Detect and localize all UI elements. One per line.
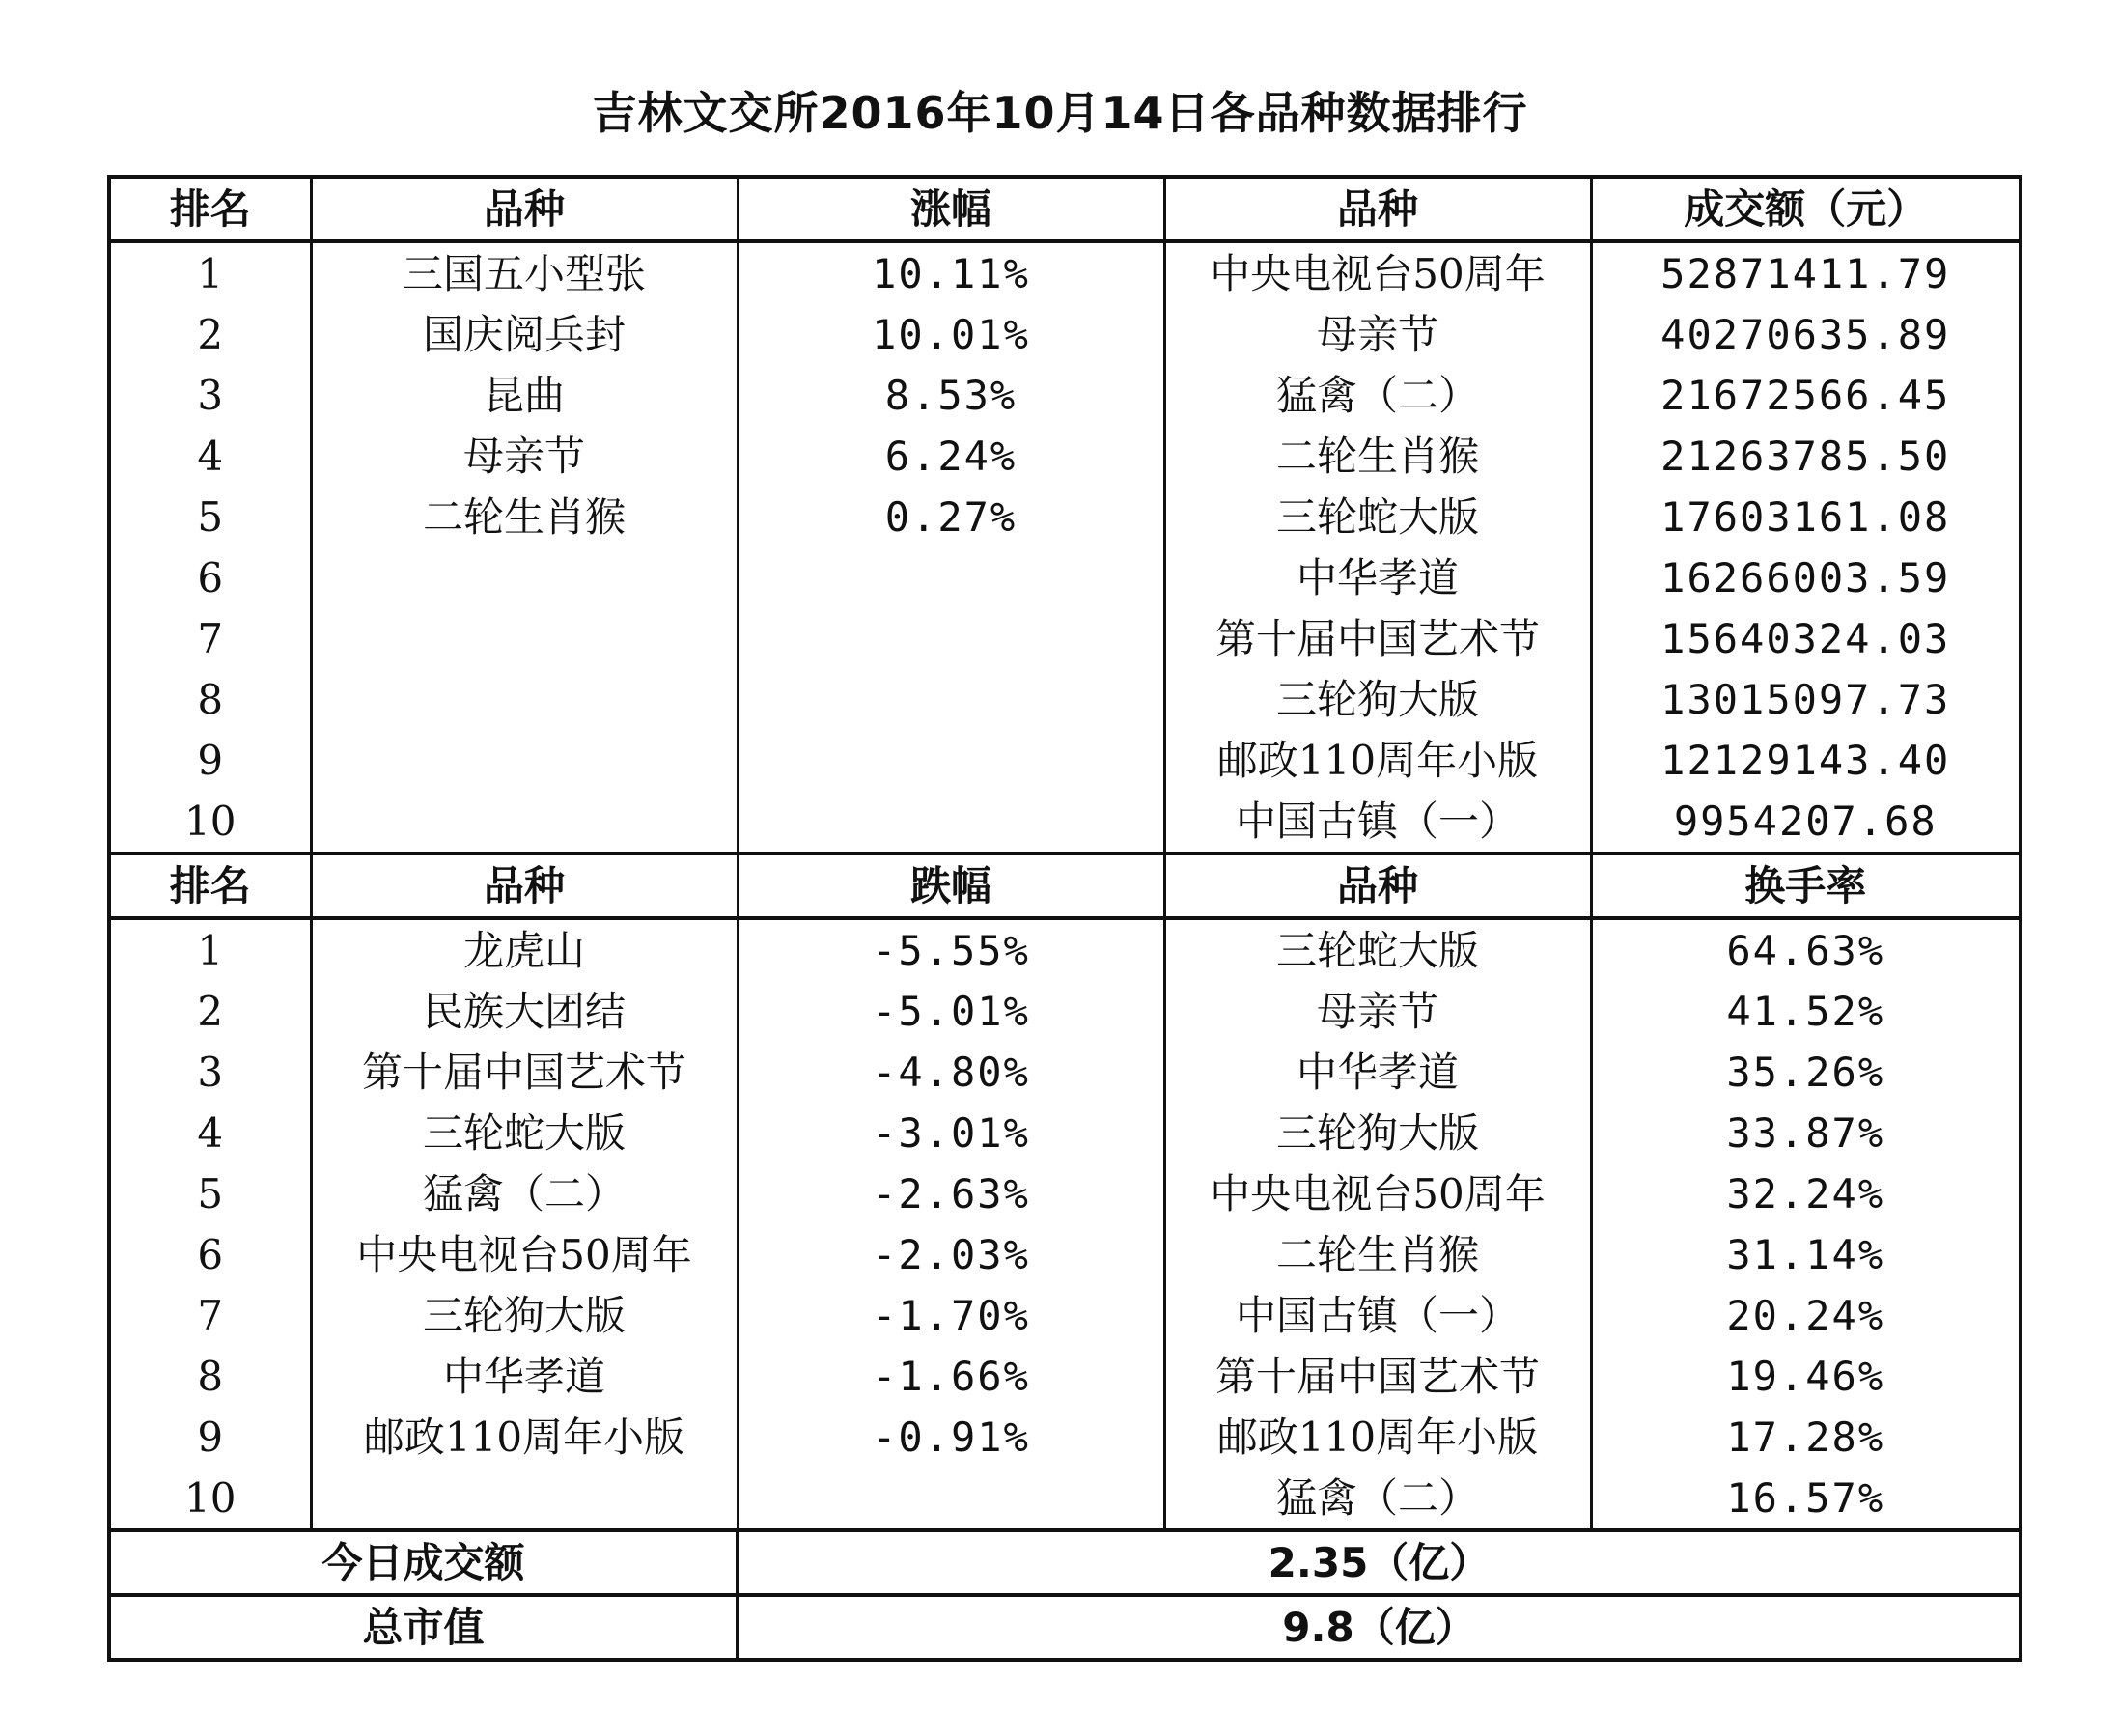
turnover-item-name: 中央电视台50周年 xyxy=(1164,1163,1591,1224)
turnover-rate: 32.24% xyxy=(1591,1163,2021,1224)
loss-item-name: 中华孝道 xyxy=(311,1346,738,1407)
loss-item-name: 第十届中国艺术节 xyxy=(311,1042,738,1103)
table-row xyxy=(109,1346,2021,1407)
rank-cell: 10 xyxy=(109,791,311,854)
rank-cell: 6 xyxy=(109,1224,311,1285)
volume-amount: 16266003.59 xyxy=(1591,547,2021,608)
summary-row-market-cap xyxy=(109,1595,2021,1660)
loss-percent: -1.70% xyxy=(738,1285,1164,1346)
volume-item-name: 中华孝道 xyxy=(1164,547,1591,608)
loss-percent: -3.01% xyxy=(738,1103,1164,1163)
rank-cell: 7 xyxy=(109,1285,311,1346)
page-title: 吉林文交所2016年10月14日各品种数据排行 xyxy=(592,87,1528,139)
volume-amount: 21672566.45 xyxy=(1591,365,2021,426)
volume-item-name: 二轮生肖猴 xyxy=(1164,426,1591,487)
loss-percent: -5.01% xyxy=(738,981,1164,1042)
gain-percent: 6.24% xyxy=(738,426,1164,487)
turnover-rate: 19.46% xyxy=(1591,1346,2021,1407)
rank-cell: 3 xyxy=(109,1042,311,1103)
gain-percent: 8.53% xyxy=(738,365,1164,426)
gain-item-name: 二轮生肖猴 xyxy=(311,487,738,547)
table-row xyxy=(109,241,2021,304)
rank-cell: 2 xyxy=(109,981,311,1042)
loss-item-name xyxy=(311,1468,738,1530)
turnover-rate: 35.26% xyxy=(1591,1042,2021,1103)
gain-percent xyxy=(738,669,1164,730)
rank-cell: 7 xyxy=(109,608,311,669)
turnover-rate: 20.24% xyxy=(1591,1285,2021,1346)
top-rank-header: 排名 xyxy=(109,177,311,241)
gain-percent: 10.11% xyxy=(738,241,1164,304)
loss-percent: -1.66% xyxy=(738,1346,1164,1407)
table-row xyxy=(109,1042,2021,1103)
rank-cell: 8 xyxy=(109,1346,311,1407)
loss-item-name: 猛禽（二） xyxy=(311,1163,738,1224)
table-row xyxy=(109,547,2021,608)
rank-cell: 8 xyxy=(109,669,311,730)
today-volume-label: 今日成交额 xyxy=(109,1530,738,1595)
volume-item-name: 三轮狗大版 xyxy=(1164,669,1591,730)
gain-item-name xyxy=(311,608,738,669)
top-name2-header: 品种 xyxy=(1164,177,1591,241)
top-metric2-header: 成交额（元） xyxy=(1591,177,2021,241)
loss-item-name: 邮政110周年小版 xyxy=(311,1407,738,1468)
loss-item-name: 中央电视台50周年 xyxy=(311,1224,738,1285)
volume-amount: 13015097.73 xyxy=(1591,669,2021,730)
bottom-header-row xyxy=(109,854,2021,918)
table-row xyxy=(109,1103,2021,1163)
rank-cell: 9 xyxy=(109,730,311,791)
gain-percent: 10.01% xyxy=(738,304,1164,365)
turnover-rate: 17.28% xyxy=(1591,1407,2021,1468)
gain-percent xyxy=(738,730,1164,791)
loss-percent: -0.91% xyxy=(738,1407,1164,1468)
gain-percent: 0.27% xyxy=(738,487,1164,547)
top-name-header: 品种 xyxy=(311,177,738,241)
loss-item-name: 三轮狗大版 xyxy=(311,1285,738,1346)
volume-amount: 21263785.50 xyxy=(1591,426,2021,487)
rank-cell: 5 xyxy=(109,1163,311,1224)
top-header-row xyxy=(109,177,2021,241)
loss-percent: -2.63% xyxy=(738,1163,1164,1224)
table-row xyxy=(109,1407,2021,1468)
rank-cell: 4 xyxy=(109,1103,311,1163)
top-metric-header: 涨幅 xyxy=(738,177,1164,241)
table-row xyxy=(109,669,2021,730)
turnover-item-name: 中华孝道 xyxy=(1164,1042,1591,1103)
table-row xyxy=(109,918,2021,981)
gain-item-name: 三国五小型张 xyxy=(311,241,738,304)
gain-item-name xyxy=(311,730,738,791)
turnover-item-name: 二轮生肖猴 xyxy=(1164,1224,1591,1285)
rank-cell: 1 xyxy=(109,241,311,304)
rank-cell: 9 xyxy=(109,1407,311,1468)
table-row xyxy=(109,1224,2021,1285)
turnover-rate: 64.63% xyxy=(1591,918,2021,981)
rank-cell: 5 xyxy=(109,487,311,547)
volume-item-name: 三轮蛇大版 xyxy=(1164,487,1591,547)
bottom-metric2-header: 换手率 xyxy=(1591,854,2021,918)
ranking-table xyxy=(107,175,2022,1662)
table-row xyxy=(109,1285,2021,1346)
loss-item-name: 民族大团结 xyxy=(311,981,738,1042)
loss-item-name: 龙虎山 xyxy=(311,918,738,981)
rank-cell: 10 xyxy=(109,1468,311,1530)
volume-amount: 12129143.40 xyxy=(1591,730,2021,791)
turnover-rate: 41.52% xyxy=(1591,981,2021,1042)
turnover-item-name: 猛禽（二） xyxy=(1164,1468,1591,1530)
volume-amount: 40270635.89 xyxy=(1591,304,2021,365)
volume-amount: 52871411.79 xyxy=(1591,241,2021,304)
turnover-rate: 16.57% xyxy=(1591,1468,2021,1530)
turnover-item-name: 三轮蛇大版 xyxy=(1164,918,1591,981)
table-row xyxy=(109,791,2021,854)
turnover-rate: 33.87% xyxy=(1591,1103,2021,1163)
market-cap-label: 总市值 xyxy=(109,1595,738,1660)
loss-percent: -2.03% xyxy=(738,1224,1164,1285)
turnover-item-name: 三轮狗大版 xyxy=(1164,1103,1591,1163)
gain-item-name xyxy=(311,791,738,854)
table-row xyxy=(109,304,2021,365)
market-cap-value: 9.8（亿） xyxy=(738,1595,2021,1660)
turnover-item-name: 第十届中国艺术节 xyxy=(1164,1346,1591,1407)
volume-item-name: 中国古镇（一） xyxy=(1164,791,1591,854)
rank-cell: 6 xyxy=(109,547,311,608)
bottom-rank-header: 排名 xyxy=(109,854,311,918)
gain-item-name: 昆曲 xyxy=(311,365,738,426)
loss-item-name: 三轮蛇大版 xyxy=(311,1103,738,1163)
gain-item-name xyxy=(311,669,738,730)
table-row xyxy=(109,608,2021,669)
today-volume-value: 2.35（亿） xyxy=(738,1530,2021,1595)
table-row xyxy=(109,1468,2021,1530)
volume-item-name: 第十届中国艺术节 xyxy=(1164,608,1591,669)
table-row xyxy=(109,487,2021,547)
volume-amount: 9954207.68 xyxy=(1591,791,2021,854)
bottom-name2-header: 品种 xyxy=(1164,854,1591,918)
table-row xyxy=(109,730,2021,791)
gain-percent xyxy=(738,547,1164,608)
loss-percent: -4.80% xyxy=(738,1042,1164,1103)
table-row xyxy=(109,981,2021,1042)
rank-cell: 1 xyxy=(109,918,311,981)
rank-cell: 2 xyxy=(109,304,311,365)
loss-percent xyxy=(738,1468,1164,1530)
bottom-metric-header: 跌幅 xyxy=(738,854,1164,918)
gain-item-name: 母亲节 xyxy=(311,426,738,487)
turnover-item-name: 中国古镇（一） xyxy=(1164,1285,1591,1346)
volume-amount: 15640324.03 xyxy=(1591,608,2021,669)
rank-cell: 3 xyxy=(109,365,311,426)
gain-item-name xyxy=(311,547,738,608)
table-row xyxy=(109,365,2021,426)
table-row xyxy=(109,1163,2021,1224)
bottom-name-header: 品种 xyxy=(311,854,738,918)
turnover-item-name: 母亲节 xyxy=(1164,981,1591,1042)
gain-percent xyxy=(738,608,1164,669)
volume-item-name: 邮政110周年小版 xyxy=(1164,730,1591,791)
volume-amount: 17603161.08 xyxy=(1591,487,2021,547)
gain-item-name: 国庆阅兵封 xyxy=(311,304,738,365)
turnover-rate: 31.14% xyxy=(1591,1224,2021,1285)
turnover-item-name: 邮政110周年小版 xyxy=(1164,1407,1591,1468)
volume-item-name: 中央电视台50周年 xyxy=(1164,241,1591,304)
table-row xyxy=(109,426,2021,487)
gain-percent xyxy=(738,791,1164,854)
loss-percent: -5.55% xyxy=(738,918,1164,981)
volume-item-name: 猛禽（二） xyxy=(1164,365,1591,426)
volume-item-name: 母亲节 xyxy=(1164,304,1591,365)
summary-row-today-volume xyxy=(109,1530,2021,1595)
rank-cell: 4 xyxy=(109,426,311,487)
